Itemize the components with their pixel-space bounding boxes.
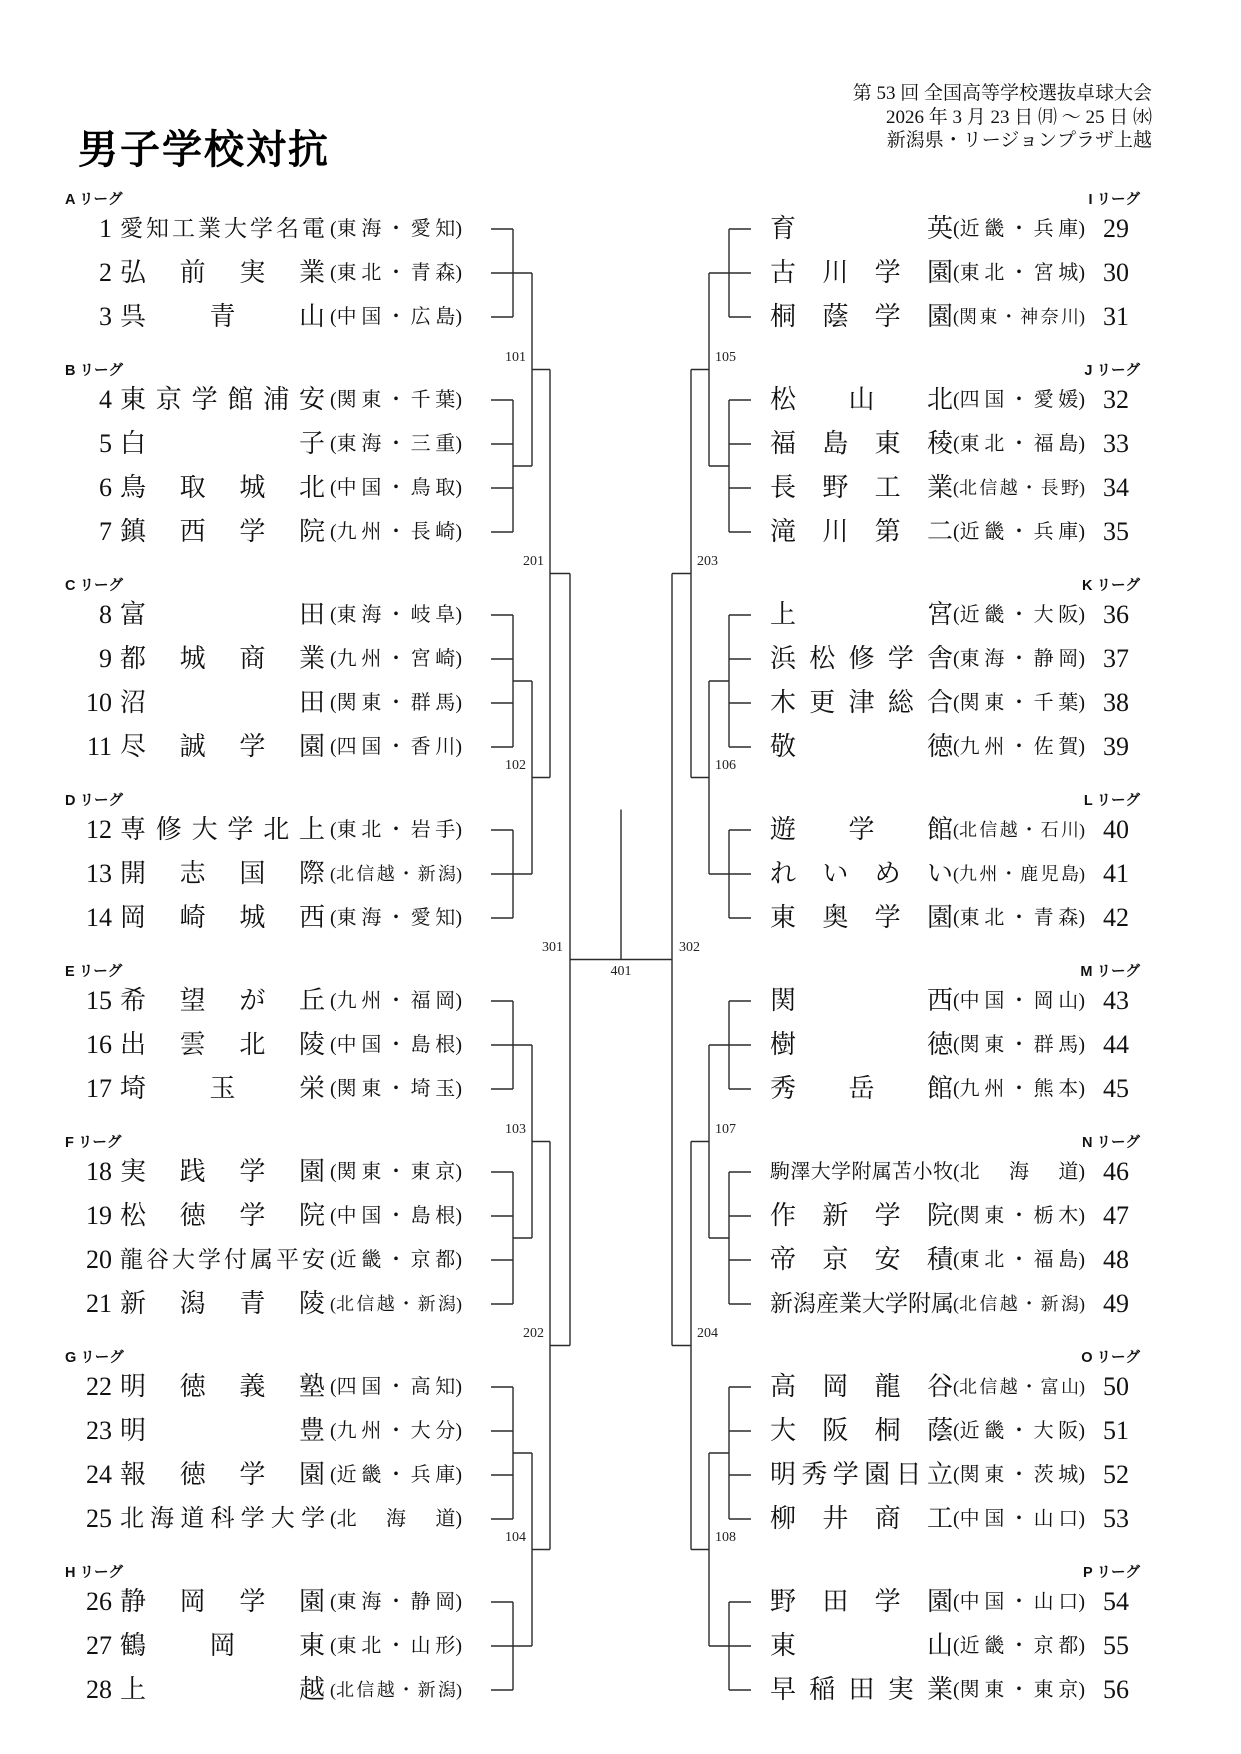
match-number: 203 [697, 553, 718, 569]
team-number: 24 [86, 1460, 112, 1489]
team-number: 49 [1103, 1289, 1129, 1318]
team-name: 育 英 [770, 214, 953, 243]
event-dates: 2026 年 3 月 23 日 ㈪ ～ 25 日 ㈬ [885, 106, 1152, 128]
team-row [0, 686, 1241, 720]
team-name: 岡 崎 城 西 [120, 903, 325, 932]
league-label: J リーグ [1084, 363, 1140, 379]
league-label: A リーグ [65, 192, 123, 208]
team-name: 鳥 取 城 北 [120, 473, 325, 502]
team-number: 41 [1103, 859, 1129, 888]
team-number: 32 [1103, 385, 1129, 414]
team-region: ( 関 東 ・ 東 京 ) [330, 1161, 462, 1183]
team-name: 野 田 学 園 [770, 1587, 953, 1616]
team-name: 都 城 商 業 [120, 644, 325, 673]
team-region: ( 四 国 ・ 香 川 ) [330, 736, 462, 758]
team-region: ( 関 東 ・ 群 馬 ) [953, 1034, 1085, 1056]
team-number: 18 [86, 1157, 112, 1186]
team-number: 23 [86, 1416, 112, 1445]
team-name: 希 望 が 丘 [120, 986, 325, 1015]
team-region: ( 九 州 ・ 大 分 ) [330, 1420, 462, 1442]
team-name: 北 海 道 科 学 大 学 [120, 1506, 325, 1532]
team-name: 東 山 [770, 1631, 953, 1660]
team-name: 長 野 工 業 [770, 473, 953, 502]
team-region: ( 北 海 道 ) [953, 1161, 1085, 1183]
team-name: 柳 井 商 工 [770, 1504, 953, 1533]
team-number: 9 [99, 644, 112, 673]
team-number: 25 [86, 1504, 112, 1533]
match-number: 103 [505, 1121, 526, 1137]
team-name: 鶴 岡 東 [120, 1631, 325, 1660]
team-region: ( 近 畿 ・ 大 阪 ) [953, 604, 1085, 626]
team-number: 26 [86, 1587, 112, 1616]
league-label: H リーグ [65, 1565, 123, 1581]
team-row [0, 857, 1241, 891]
match-number: 106 [715, 757, 736, 773]
team-name: 東 奥 学 園 [770, 903, 953, 932]
team-region: ( 北 信 越 ・ 長 野 ) [953, 478, 1085, 498]
team-number: 51 [1103, 1416, 1129, 1445]
team-region: ( 関 東 ・ 群 馬 ) [330, 692, 462, 714]
team-name: 松 徳 学 院 [120, 1201, 325, 1230]
team-number: 42 [1103, 903, 1129, 932]
team-row [0, 471, 1241, 505]
league-label: K リーグ [1082, 578, 1140, 594]
team-name: 鎮 西 学 院 [120, 517, 325, 546]
team-row [0, 427, 1241, 461]
team-name: 樹 徳 [770, 1030, 953, 1059]
team-number: 10 [86, 688, 112, 717]
team-name: 遊 学 館 [770, 815, 953, 844]
team-name: 開 志 国 際 [120, 859, 325, 888]
team-number: 21 [86, 1289, 112, 1318]
team-number: 35 [1103, 517, 1129, 546]
league-label: P リーグ [1083, 1565, 1140, 1581]
league-label: B リーグ [65, 363, 123, 379]
team-row [0, 1199, 1241, 1233]
team-number: 55 [1103, 1631, 1129, 1660]
team-name: 専 修 大 学 北 上 [120, 815, 325, 844]
team-region: ( 北 信 越 ・ 新 潟 ) [330, 864, 462, 884]
team-name: 白 子 [120, 429, 325, 458]
team-name: 愛 知 工 業 大 学 名 電 [120, 216, 325, 241]
team-row [0, 1629, 1241, 1663]
team-row [0, 256, 1241, 290]
team-row [0, 598, 1241, 632]
match-number: 301 [542, 939, 563, 955]
team-region: ( 関 東 ・ 栃 木 ) [953, 1205, 1085, 1227]
team-number: 16 [86, 1030, 112, 1059]
team-region: ( 九 州 ・ 長 崎 ) [330, 521, 462, 543]
team-name: 報 徳 学 園 [120, 1460, 325, 1489]
team-region: ( 東 海 ・ 静 岡 ) [953, 648, 1085, 670]
team-region: ( 九 州 ・ 鹿 児 島 ) [953, 864, 1085, 884]
team-row [0, 212, 1241, 246]
team-number: 50 [1103, 1372, 1129, 1401]
team-region: ( 関 東 ・ 千 葉 ) [953, 692, 1085, 714]
match-number: 202 [523, 1325, 544, 1341]
team-name: 浜 松 修 学 舎 [770, 644, 953, 673]
team-region: ( 関 東 ・ 茨 城 ) [953, 1464, 1085, 1486]
team-number: 52 [1103, 1460, 1129, 1489]
league-label: E リーグ [65, 964, 123, 980]
team-row [0, 730, 1241, 764]
team-name: 新 潟 産 業 大 学 附 属 [770, 1291, 954, 1316]
team-region: ( 中 国 ・ 広 島 ) [330, 306, 462, 328]
team-row [0, 1243, 1241, 1277]
team-number: 56 [1103, 1675, 1129, 1704]
team-name: 駒 澤 大 学 附 属 苫 小 牧 [770, 1161, 953, 1183]
team-region: ( 中 国 ・ 鳥 取 ) [330, 477, 462, 499]
team-region: ( 近 畿 ・ 京 都 ) [330, 1249, 462, 1271]
match-number: 401 [610, 963, 632, 979]
team-name: 作 新 学 院 [770, 1201, 953, 1230]
team-name: 埼 玉 栄 [120, 1074, 325, 1103]
team-name: 関 西 [770, 986, 953, 1015]
team-region: ( 北 海 道 ) [330, 1508, 462, 1530]
team-name: 秀 岳 館 [770, 1074, 953, 1103]
team-number: 38 [1103, 688, 1129, 717]
event-title: 第 53 回 全国高等学校選抜卓球大会 [852, 83, 1152, 104]
team-row [0, 813, 1241, 847]
team-number: 46 [1103, 1157, 1129, 1186]
team-number: 34 [1103, 473, 1129, 502]
team-name: 桐 蔭 学 園 [770, 302, 953, 331]
team-name: 沼 田 [120, 688, 325, 717]
team-name: 尽 誠 学 園 [120, 732, 325, 761]
team-number: 44 [1103, 1030, 1129, 1059]
team-region: ( 関 東 ・ 埼 玉 ) [330, 1078, 462, 1100]
team-row [0, 1072, 1241, 1106]
team-region: ( 九 州 ・ 宮 崎 ) [330, 648, 462, 670]
team-number: 33 [1103, 429, 1129, 458]
team-row [0, 1673, 1241, 1707]
team-number: 37 [1103, 644, 1129, 673]
match-number: 102 [505, 757, 526, 773]
team-row [0, 901, 1241, 935]
team-number: 40 [1103, 815, 1129, 844]
team-number: 2 [99, 258, 112, 287]
team-name: れ い め い [770, 859, 953, 888]
team-row [0, 300, 1241, 334]
team-region: ( 北 信 越 ・ 石 川 ) [953, 820, 1085, 840]
team-number: 12 [86, 815, 112, 844]
team-name: 敬 徳 [770, 732, 953, 761]
team-region: ( 関 東 ・ 神 奈 川 ) [953, 307, 1085, 327]
team-number: 47 [1103, 1201, 1129, 1230]
team-region: ( 東 北 ・ 福 島 ) [953, 433, 1085, 455]
team-row [0, 1028, 1241, 1062]
team-number: 36 [1103, 600, 1129, 629]
team-row [0, 1370, 1241, 1404]
league-label: G リーグ [65, 1350, 124, 1366]
match-number: 105 [715, 349, 736, 365]
team-number: 8 [99, 600, 112, 629]
team-region: ( 北 信 越 ・ 新 潟 ) [330, 1294, 462, 1314]
team-row [0, 642, 1241, 676]
team-region: ( 四 国 ・ 高 知 ) [330, 1376, 462, 1398]
team-row [0, 1585, 1241, 1619]
team-row [0, 1414, 1241, 1448]
team-name: 高 岡 龍 谷 [770, 1372, 953, 1401]
league-label: N リーグ [1082, 1135, 1140, 1151]
team-region: ( 中 国 ・ 山 口 ) [953, 1508, 1085, 1530]
team-region: ( 四 国 ・ 愛 媛 ) [953, 389, 1085, 411]
team-region: ( 中 国 ・ 島 根 ) [330, 1205, 462, 1227]
event-venue: 新潟県・リージョンプラザ上越 [886, 130, 1152, 151]
team-name: 滝 川 第 二 [770, 517, 953, 546]
team-region: ( 近 畿 ・ 大 阪 ) [953, 1420, 1085, 1442]
team-number: 14 [86, 903, 112, 932]
team-number: 39 [1103, 732, 1129, 761]
team-number: 45 [1103, 1074, 1129, 1103]
match-number: 101 [505, 349, 526, 365]
team-region: ( 東 北 ・ 山 形 ) [330, 1635, 462, 1657]
team-name: 出 雲 北 陵 [120, 1030, 325, 1059]
team-name: 木 更 津 総 合 [770, 688, 953, 717]
league-label: M リーグ [1080, 964, 1140, 980]
team-name: 東 京 学 館 浦 安 [120, 385, 325, 414]
team-region: ( 近 畿 ・ 兵 庫 ) [953, 521, 1085, 543]
team-number: 27 [86, 1631, 112, 1660]
team-number: 29 [1103, 214, 1129, 243]
team-number: 30 [1103, 258, 1129, 287]
match-number: 204 [697, 1325, 718, 1341]
team-region: ( 中 国 ・ 島 根 ) [330, 1034, 462, 1056]
team-number: 20 [86, 1245, 112, 1274]
team-number: 6 [99, 473, 112, 502]
team-region: ( 北 信 越 ・ 新 潟 ) [330, 1680, 462, 1700]
team-name: 弘 前 実 業 [120, 258, 325, 287]
team-name: 静 岡 学 園 [120, 1587, 325, 1616]
team-name: 上 越 [120, 1675, 325, 1704]
team-region: ( 東 北 ・ 岩 手 ) [330, 819, 462, 841]
league-label: O リーグ [1081, 1350, 1140, 1366]
team-name: 古 川 学 園 [770, 258, 953, 287]
team-name: 松 山 北 [770, 385, 953, 414]
team-region: ( 九 州 ・ 福 岡 ) [330, 990, 462, 1012]
team-region: ( 東 海 ・ 三 重 ) [330, 433, 462, 455]
team-region: ( 中 国 ・ 岡 山 ) [953, 990, 1085, 1012]
team-name: 大 阪 桐 蔭 [770, 1416, 953, 1445]
team-number: 13 [86, 859, 112, 888]
team-number: 53 [1103, 1504, 1129, 1533]
team-number: 22 [86, 1372, 112, 1401]
team-region: ( 東 海 ・ 岐 阜 ) [330, 604, 462, 626]
team-region: ( 近 畿 ・ 兵 庫 ) [330, 1464, 462, 1486]
match-number: 108 [715, 1529, 736, 1545]
team-number: 7 [99, 517, 112, 546]
match-number: 107 [715, 1121, 736, 1137]
team-region: ( 近 畿 ・ 京 都 ) [953, 1635, 1085, 1657]
team-name: 明 豊 [120, 1416, 325, 1445]
team-row [0, 1155, 1241, 1189]
team-region: ( 東 北 ・ 青 森 ) [330, 262, 462, 284]
team-number: 15 [86, 986, 112, 1015]
team-number: 4 [99, 385, 112, 414]
team-region: ( 東 海 ・ 静 岡 ) [330, 1591, 462, 1613]
team-number: 54 [1103, 1587, 1129, 1616]
team-number: 1 [99, 214, 112, 243]
team-row [0, 383, 1241, 417]
team-region: ( 九 州 ・ 佐 賀 ) [953, 736, 1085, 758]
team-row [0, 1287, 1241, 1321]
team-number: 11 [86, 732, 112, 761]
match-number: 302 [679, 939, 700, 955]
page-title: 男子学校対抗 [78, 128, 330, 172]
match-number: 104 [505, 1529, 526, 1545]
team-region: ( 関 東 ・ 東 京 ) [953, 1679, 1085, 1701]
team-name: 明 徳 義 塾 [120, 1372, 325, 1401]
team-region: ( 北 信 越 ・ 新 潟 ) [953, 1294, 1085, 1314]
team-row [0, 1458, 1241, 1492]
team-number: 48 [1103, 1245, 1129, 1274]
team-name: 上 宮 [770, 600, 953, 629]
team-name: 実 践 学 園 [120, 1157, 325, 1186]
league-label: I リーグ [1088, 192, 1140, 208]
team-number: 19 [86, 1201, 112, 1230]
team-region: ( 北 信 越 ・ 富 山 ) [953, 1377, 1085, 1397]
team-region: ( 東 北 ・ 宮 城 ) [953, 262, 1085, 284]
team-region: ( 関 東 ・ 千 葉 ) [330, 389, 462, 411]
team-region: ( 九 州 ・ 熊 本 ) [953, 1078, 1085, 1100]
team-name: 明 秀 学 園 日 立 [770, 1460, 953, 1489]
team-name: 新 潟 青 陵 [120, 1289, 325, 1318]
team-region: ( 近 畿 ・ 兵 庫 ) [953, 218, 1085, 240]
team-region: ( 中 国 ・ 山 口 ) [953, 1591, 1085, 1613]
team-number: 17 [86, 1074, 112, 1103]
team-name: 福 島 東 稜 [770, 429, 953, 458]
team-row [0, 984, 1241, 1018]
team-region: ( 東 北 ・ 青 森 ) [953, 907, 1085, 929]
league-label: D リーグ [65, 793, 123, 809]
team-region: ( 東 海 ・ 愛 知 ) [330, 907, 462, 929]
team-number: 43 [1103, 986, 1129, 1015]
team-name: 帝 京 安 積 [770, 1245, 953, 1274]
team-row [0, 515, 1241, 549]
team-name: 早 稲 田 実 業 [770, 1675, 953, 1704]
team-name: 龍 谷 大 学 付 属 平 安 [120, 1247, 325, 1272]
match-number: 201 [523, 553, 544, 569]
league-label: F リーグ [65, 1135, 122, 1151]
team-name: 呉 青 山 [120, 302, 325, 331]
team-row [0, 1502, 1241, 1536]
team-name: 富 田 [120, 600, 325, 629]
team-number: 5 [99, 429, 112, 458]
team-region: ( 東 北 ・ 福 島 ) [953, 1249, 1085, 1271]
team-number: 3 [99, 302, 112, 331]
team-number: 28 [86, 1675, 112, 1704]
league-label: C リーグ [65, 578, 123, 594]
team-region: ( 東 海 ・ 愛 知 ) [330, 218, 462, 240]
team-number: 31 [1103, 302, 1129, 331]
league-label: L リーグ [1083, 793, 1140, 809]
